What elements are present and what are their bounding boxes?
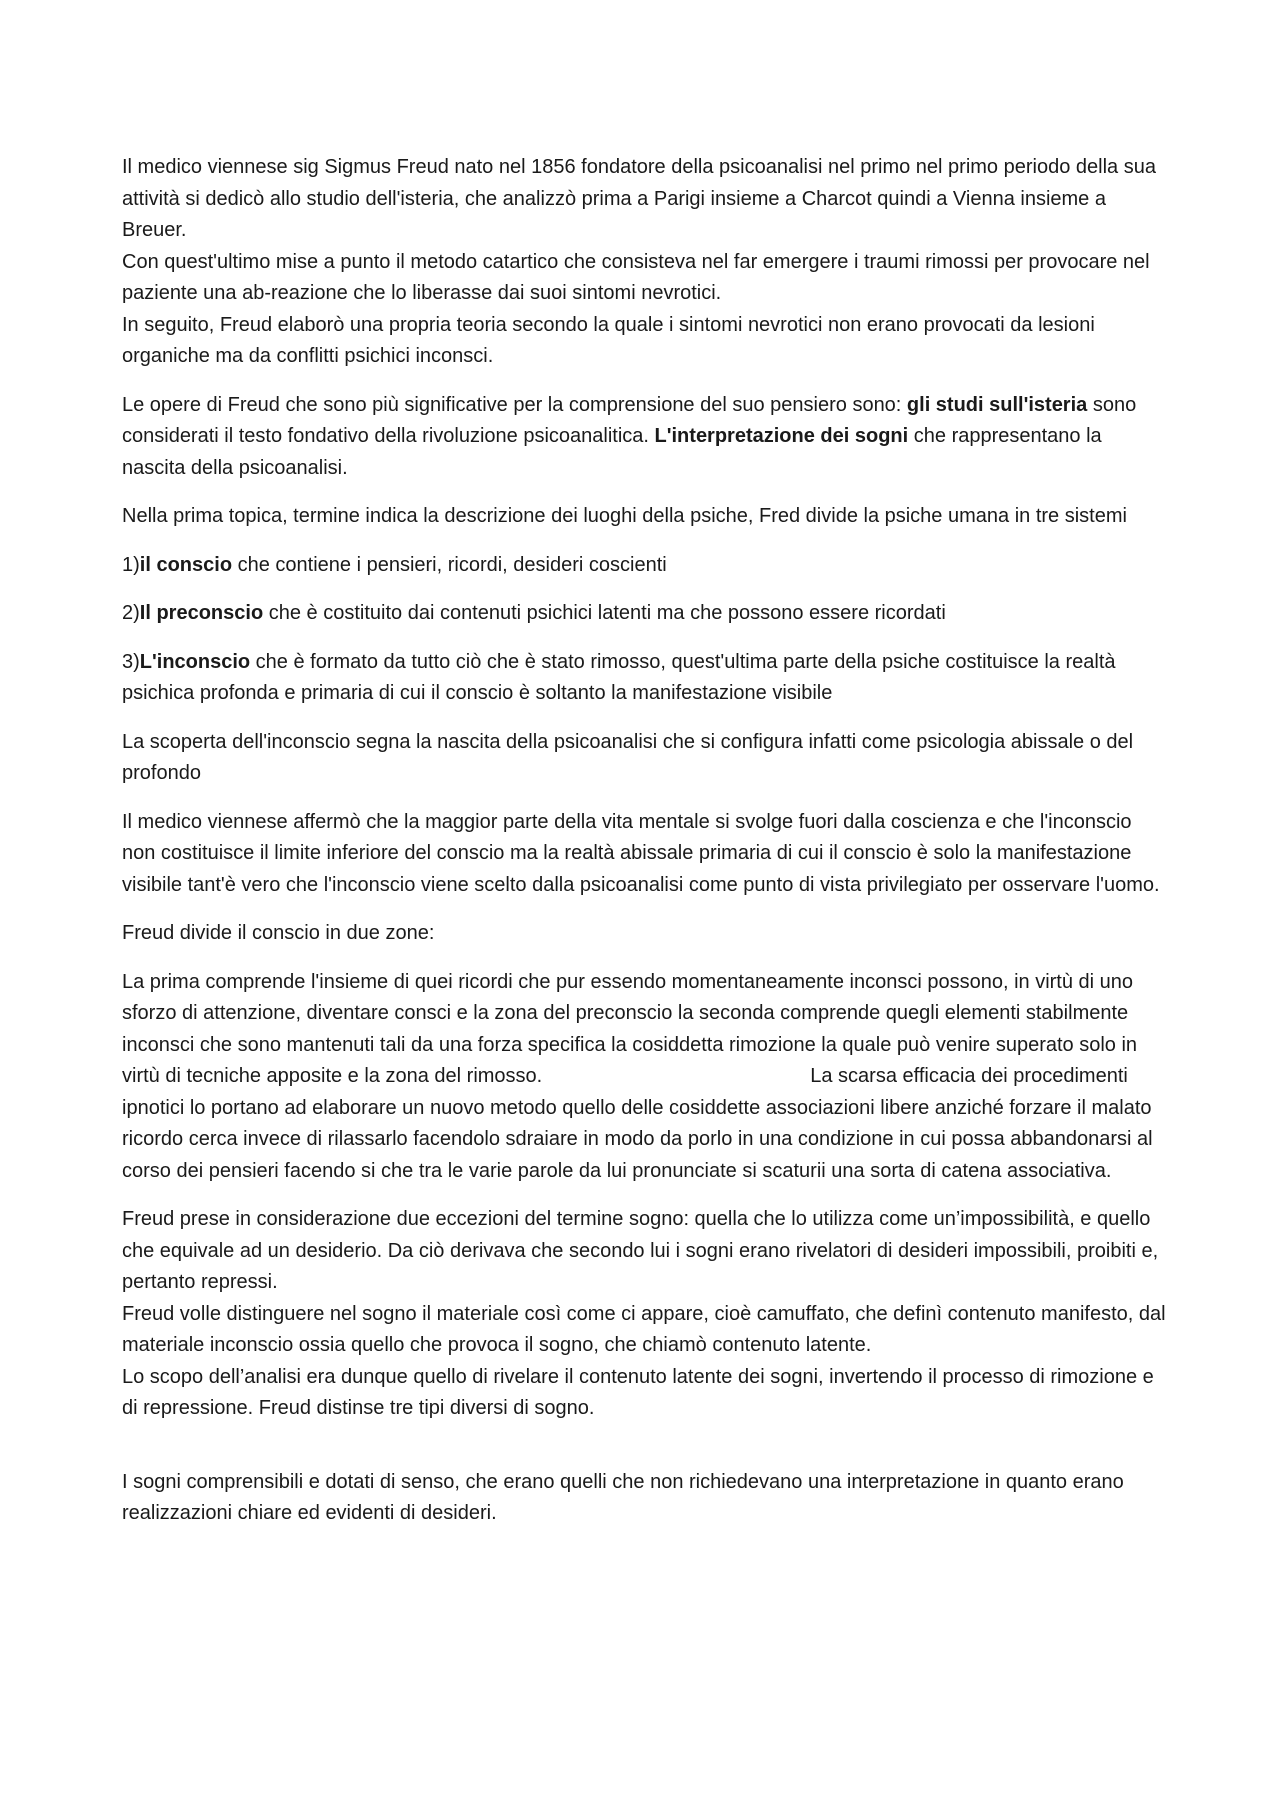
list-item-conscio [122, 550, 1170, 582]
term-conscio: il conscio [139, 553, 233, 576]
paragraph-prima-topica: Nella prima topica, termine indica la descrizione dei luoghi della psiche, Fred divide la psiche umana in tre sistemi [122, 505, 1127, 527]
works-intro-text: Le opere di Freud che sono più significative per la comprensione del suo pensiero sono: [122, 393, 907, 416]
line-contenuto-manifesto: Freud volle distinguere nel sogno il materiale così come ci appare, cioè camuffato, che definì contenuto manifesto, dal materiale inconscio ossia quello che provoca il sogno, che chiamò contenuto latente. [122, 1302, 1166, 1356]
paragraph-zone-e-associazioni [122, 967, 1170, 1188]
list-number: 1) [122, 553, 140, 576]
line-freud-theory: In seguito, Freud elaborò una propria teoria secondo la quale i sintomi nevrotici non erano provocati da lesioni organiche ma da conflitti psichici inconsci. [122, 313, 1095, 367]
line-scopo-analisi: Lo scopo dell’analisi era dunque quello di rivelare il contenuto latente dei sogni, invertendo il processo di rimozione e di repressione. Freud distinse tre tipi diversi di sogno. [122, 1365, 1154, 1419]
work-desc-interpretazione-sogni: che rappresentano la nascita della psicoanalisi. [122, 425, 1102, 479]
work-title-interpretazione-sogni: L'interpretazione dei sogni [654, 425, 909, 447]
line-freud-biography: Il medico viennese sig Sigmus Freud nato nel 1856 fondatore della psicoanalisi nel primo nel primo periodo della sua attività si dedicò allo studio dell'isteria, che analizzò prima a Parigi insieme a Charcot quindi a Vienna insieme a Breuer. [122, 156, 1156, 241]
work-desc-studi-isteria: sono considerati il testo fondativo della rivoluzione psicoanalitica. [122, 393, 1137, 447]
paragraph-sogni-comprensibili: I sogni comprensibili e dotati di senso, che erano quelli che non richiedevano una interpretazione in quanto erano realizzazioni chiare ed evidenti di desideri. [122, 1470, 1124, 1524]
term-desc: che è costituito dai contenuti psichici latenti ma che possono essere ricordati [263, 602, 946, 624]
list-item-inconscio [122, 647, 1170, 710]
text-zone-description: La prima comprende l'insieme di quei ricordi che pur essendo momentaneamente inconsci possono, in virtù di uno sforzo di attenzione, diventare consci e la zona del preconscio la seconda comprende quegli elementi stabilmente inconsci che sono mantenuti tali da una forza specifica la cosiddetta rimozione la quale può venire superato solo in virtù di tecniche apposite e la zona del rimosso. [122, 970, 1138, 1087]
line-cathartic-method: Con quest'ultimo mise a punto il metodo catartico che consisteva nel far emergere i traumi rimossi per provocare nel paziente una ab-reazione che lo liberasse dai suoi sintomi nevrotici. [122, 250, 1150, 304]
term-desc: che è formato da tutto ciò che è stato rimosso, quest'ultima parte della psiche costituisce la realtà psichica profonda e primaria di cui il conscio è soltanto la manifestazione visibile [122, 650, 1116, 704]
paragraph-freud-works [122, 390, 1170, 485]
term-inconscio: L'inconscio [139, 650, 251, 673]
list-number: 3) [122, 650, 140, 673]
paragraph-sogno [122, 1204, 1170, 1425]
term-preconscio: Il preconscio [139, 602, 264, 624]
paragraph-scoperta-inconscio: La scoperta dell'inconscio segna la nascita della psicoanalisi che si configura infatti come psicologia abissale o del profondo [122, 730, 1134, 784]
list-item-preconscio [122, 598, 1170, 630]
term-desc: che contiene i pensieri, ricordi, desideri coscienti [232, 553, 667, 576]
paragraph-freud-intro [122, 152, 1170, 373]
list-number: 2) [122, 602, 140, 624]
line-eccezioni-sogno: Freud prese in considerazione due eccezioni del termine sogno: quella che lo utilizza come un’impossibilità, e quello che equivale ad un desiderio. Da ciò derivava che secondo lui i sogni erano rivelatori di desideri impossibili, proibiti e, pertanto repressi. [122, 1208, 1159, 1293]
work-title-studi-isteria: gli studi sull'isteria [906, 393, 1088, 416]
paragraph-due-zone: Freud divide il conscio in due zone: [122, 922, 435, 944]
text-associazioni-libere: La scarsa efficacia dei procedimenti ipnotici lo portano ad elaborare un nuovo metodo quello delle cosiddette associazioni libere anziché forzare il malato ricordo cerca invece di rilassarlo facendolo sdraiare in modo da porlo in una condizione in cui possa abbandonarsi al corso dei pensieri facendo si che tra le varie parole da lui pronunciate si scaturii una sorta di catena associativa. [122, 1065, 1153, 1182]
paragraph-vita-mentale: Il medico viennese affermò che la maggior parte della vita mentale si svolge fuori dalla coscienza e che l'inconscio non costituisce il limite inferiore del conscio ma la realtà abissale primaria di cui il conscio è solo la manifestazione visibile tant'è vero che l'inconscio viene scelto dalla psicoanalisi come punto di vista privilegiato per osservare l'uomo. [122, 810, 1160, 896]
